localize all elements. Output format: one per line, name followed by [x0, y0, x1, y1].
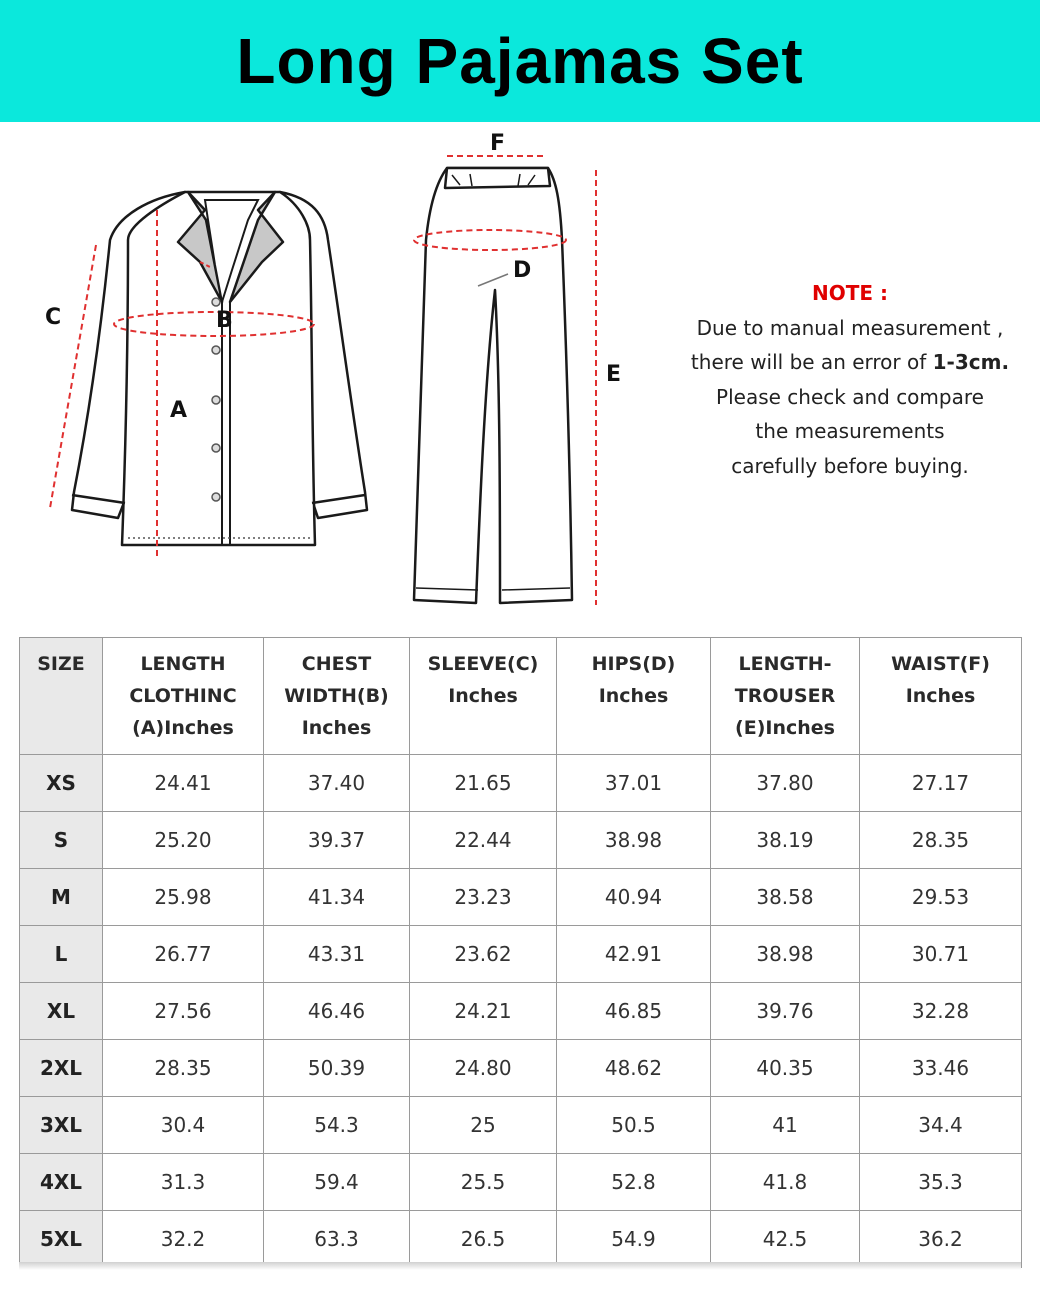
measurement-cell: 24.80 [410, 1040, 557, 1097]
size-cell: M [20, 869, 103, 926]
measurement-cell: 26.77 [103, 926, 264, 983]
column-header [860, 638, 1022, 755]
column-header-line: Inches [905, 685, 976, 707]
label-d: D [513, 258, 532, 283]
measurement-cell: 24.41 [103, 755, 264, 812]
measurement-cell: 26.5 [410, 1211, 557, 1268]
column-header-line: HIPS(D) [591, 653, 676, 675]
table-row [20, 983, 1022, 1040]
column-header [711, 638, 860, 755]
note-title: NOTE : [811, 281, 888, 305]
note-line-3: Please check and compare [716, 384, 984, 409]
measurement-cell: 34.4 [860, 1097, 1022, 1154]
page-title: Long Pajamas Set [236, 25, 804, 97]
column-header-line: TROUSER [734, 685, 836, 707]
measurement-cell: 38.19 [711, 812, 860, 869]
column-header-line: Inches [598, 685, 669, 707]
measurement-cell: 41 [711, 1097, 860, 1154]
note-line-5: carefully before buying. [731, 453, 969, 478]
table-row [20, 926, 1022, 983]
table-row [20, 869, 1022, 926]
table-row [20, 1154, 1022, 1211]
table-row [20, 1097, 1022, 1154]
measurement-cell: 41.8 [711, 1154, 860, 1211]
title-banner [0, 0, 1040, 122]
measurement-cell: 21.65 [410, 755, 557, 812]
measurement-cell: 46.85 [557, 983, 711, 1040]
measurement-cell: 28.35 [860, 812, 1022, 869]
column-header-line: Inches [448, 685, 518, 707]
label-b: B [216, 308, 233, 333]
column-header-line: CLOTHINC [129, 685, 237, 707]
size-cell: XS [20, 755, 103, 812]
measurement-cell: 25.20 [103, 812, 264, 869]
table-row [20, 1211, 1022, 1268]
measurement-cell: 54.9 [557, 1211, 711, 1268]
note-line-2-text: there will be an error of [690, 350, 933, 374]
table-row [20, 1040, 1022, 1097]
note-line-4: the measurements [755, 419, 945, 443]
column-header [103, 638, 264, 755]
measurement-cell: 50.39 [264, 1040, 410, 1097]
label-a: A [170, 398, 188, 423]
note-error-range: 1-3cm. [932, 350, 1010, 374]
table-row [20, 755, 1022, 812]
table-shadow [19, 1262, 1021, 1270]
label-c: C [45, 305, 62, 330]
measurement-cell: 43.31 [264, 926, 410, 983]
measurement-cell: 36.2 [860, 1211, 1022, 1268]
note-line-1: Due to manual measurement , [696, 315, 1004, 340]
size-cell: 2XL [20, 1040, 103, 1097]
size-cell: L [20, 926, 103, 983]
measurement-cell: 48.62 [557, 1040, 711, 1097]
measurement-cell: 59.4 [264, 1154, 410, 1211]
column-header [410, 638, 557, 755]
column-header [20, 638, 103, 755]
measurement-cell: 46.46 [264, 983, 410, 1040]
size-cell: XL [20, 983, 103, 1040]
column-header-line: Inches [301, 717, 372, 739]
measurement-note [660, 276, 1040, 483]
measurement-cell: 25.5 [410, 1154, 557, 1211]
size-cell: S [20, 812, 103, 869]
measurement-cell: 23.23 [410, 869, 557, 926]
measurement-cell: 35.3 [860, 1154, 1022, 1211]
measurement-cell: 24.21 [410, 983, 557, 1040]
note-line-2 [660, 345, 1040, 380]
measurement-cell: 41.34 [264, 869, 410, 926]
column-header-line: LENGTH [140, 653, 226, 675]
measurement-cell: 40.94 [557, 869, 711, 926]
measurement-cell: 27.56 [103, 983, 264, 1040]
measurement-cell: 42.91 [557, 926, 711, 983]
measurement-cell: 37.80 [711, 755, 860, 812]
measurement-cell: 29.53 [860, 869, 1022, 926]
measurement-cell: 63.3 [264, 1211, 410, 1268]
measurement-cell: 39.37 [264, 812, 410, 869]
measurement-cell: 54.3 [264, 1097, 410, 1154]
measurement-cell: 42.5 [711, 1211, 860, 1268]
column-header-line: SIZE [37, 653, 85, 675]
size-chart-table [19, 637, 1022, 1268]
column-header-line: (A)Inches [132, 717, 234, 739]
label-f: F [490, 131, 506, 156]
measurement-cell: 30.71 [860, 926, 1022, 983]
measurement-cell: 23.62 [410, 926, 557, 983]
column-header-line: LENGTH- [738, 653, 832, 675]
measurement-cell: 28.35 [103, 1040, 264, 1097]
measurement-cell: 22.44 [410, 812, 557, 869]
measurement-cell: 32.28 [860, 983, 1022, 1040]
size-cell: 3XL [20, 1097, 103, 1154]
size-cell: 5XL [20, 1211, 103, 1268]
size-cell: 4XL [20, 1154, 103, 1211]
column-header [557, 638, 711, 755]
measurement-cell: 37.01 [557, 755, 711, 812]
label-e: E [606, 362, 622, 387]
measurement-cell: 31.3 [103, 1154, 264, 1211]
measurement-cell: 25.98 [103, 869, 264, 926]
measurement-cell: 30.4 [103, 1097, 264, 1154]
column-header-line: CHEST [301, 653, 372, 675]
measurement-cell: 32.2 [103, 1211, 264, 1268]
table-body [20, 755, 1022, 1268]
measurement-cell: 33.46 [860, 1040, 1022, 1097]
measurement-cell: 50.5 [557, 1097, 711, 1154]
measurement-cell: 40.35 [711, 1040, 860, 1097]
column-header-line: (E)Inches [735, 717, 835, 739]
measurement-cell: 25 [410, 1097, 557, 1154]
column-header-line: WAIST(F) [891, 653, 990, 675]
table-row [20, 812, 1022, 869]
column-header-line: WIDTH(B) [284, 685, 389, 707]
measurement-cell: 37.40 [264, 755, 410, 812]
measurement-cell: 38.98 [557, 812, 711, 869]
measurement-cell: 39.76 [711, 983, 860, 1040]
measurement-cell: 38.58 [711, 869, 860, 926]
measurement-cell: 27.17 [860, 755, 1022, 812]
measurement-cell: 38.98 [711, 926, 860, 983]
column-header-line: SLEEVE(C) [427, 653, 539, 675]
table-header-row [20, 638, 1022, 755]
measurement-cell: 52.8 [557, 1154, 711, 1211]
column-header [264, 638, 410, 755]
